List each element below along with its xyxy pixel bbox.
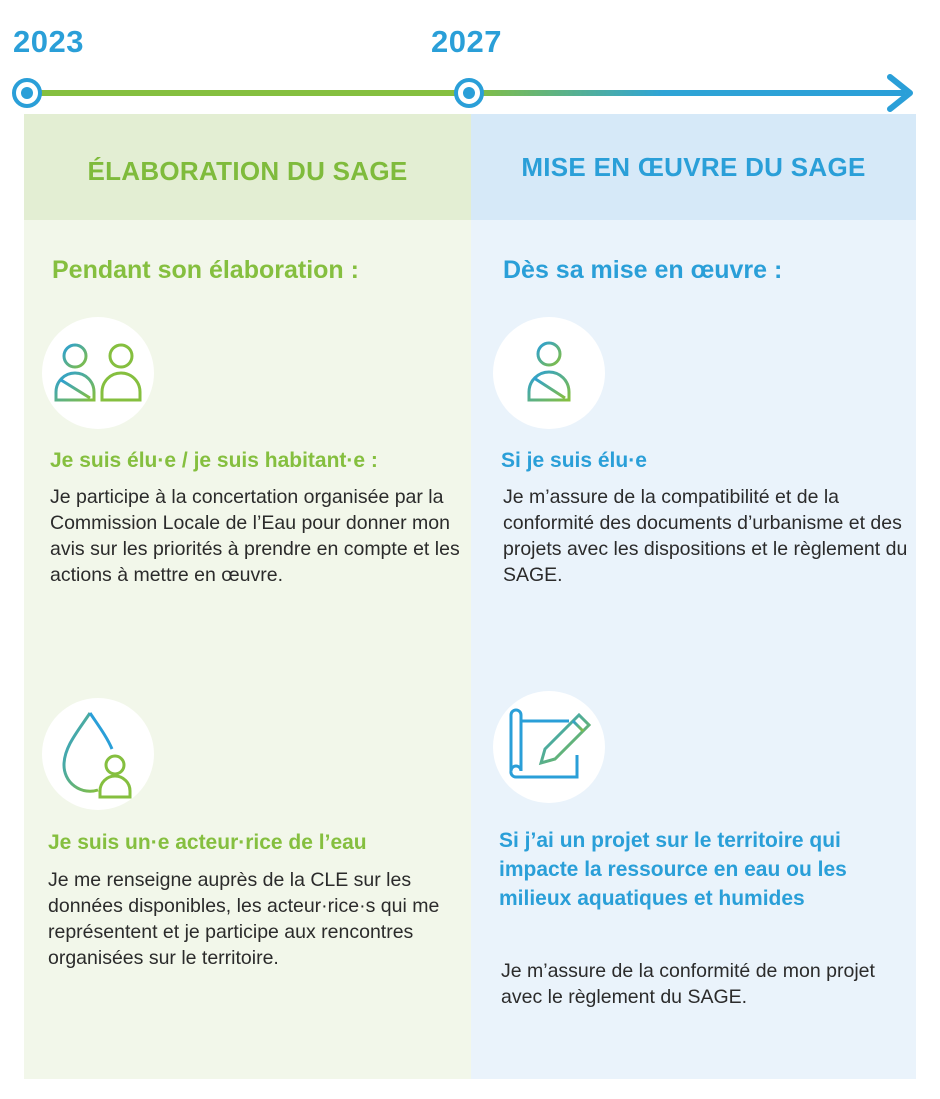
column-header-elaboration: ÉLABORATION DU SAGE bbox=[24, 114, 471, 220]
column-mise-en-oeuvre bbox=[471, 114, 916, 1079]
item-text-acteur-eau: Je me renseigne auprès de la CLE sur les données disponibles, les acteur·rice·s qui me représentent et je participe aux rencontres organisées sur le territoire. bbox=[48, 869, 440, 969]
column-elaboration bbox=[24, 114, 471, 1079]
item-label-si-elu: Si je suis élu·e bbox=[501, 449, 647, 472]
two-people-icon bbox=[42, 317, 154, 429]
timeline-node-2023 bbox=[14, 80, 40, 106]
item-text-elu-habitant: Je participe à la concertation organisée par la Commission Locale de l’Eau pour donner mon avis sur les priorités à prendre en compte et les actions à mettre en œuvre. bbox=[50, 486, 460, 586]
year-2027: 2027 bbox=[431, 24, 502, 59]
item-label-acteur-eau: Je suis un·e acteur·rice de l’eau bbox=[48, 831, 367, 854]
subtitle-mise-en-oeuvre: Dès sa mise en œuvre : bbox=[503, 256, 783, 284]
water-drop-person-icon bbox=[42, 698, 154, 810]
subtitle-elaboration: Pendant son élaboration : bbox=[52, 256, 359, 284]
plan-pencil-icon bbox=[493, 691, 605, 803]
elected-person-icon bbox=[493, 317, 605, 429]
timeline-node-2027 bbox=[456, 80, 482, 106]
year-2023: 2023 bbox=[13, 24, 84, 59]
item-text-si-projet: Je m’assure de la conformité de mon projet avec le règlement du SAGE. bbox=[501, 960, 875, 1008]
item-label-elu-habitant: Je suis élu·e / je suis habitant·e : bbox=[50, 449, 378, 472]
column-header-mise-en-oeuvre: MISE EN ŒUVRE DU SAGE bbox=[471, 114, 916, 220]
item-label-si-projet: Si j’ai un projet sur le territoire qui impacte la ressource en eau ou les milieux aquatiques et humides bbox=[499, 829, 847, 910]
item-text-si-elu: Je m’assure de la compatibilité et de la conformité des documents d’urbanisme et des projets avec les dispositions et le règlement du SAGE. bbox=[503, 486, 908, 586]
